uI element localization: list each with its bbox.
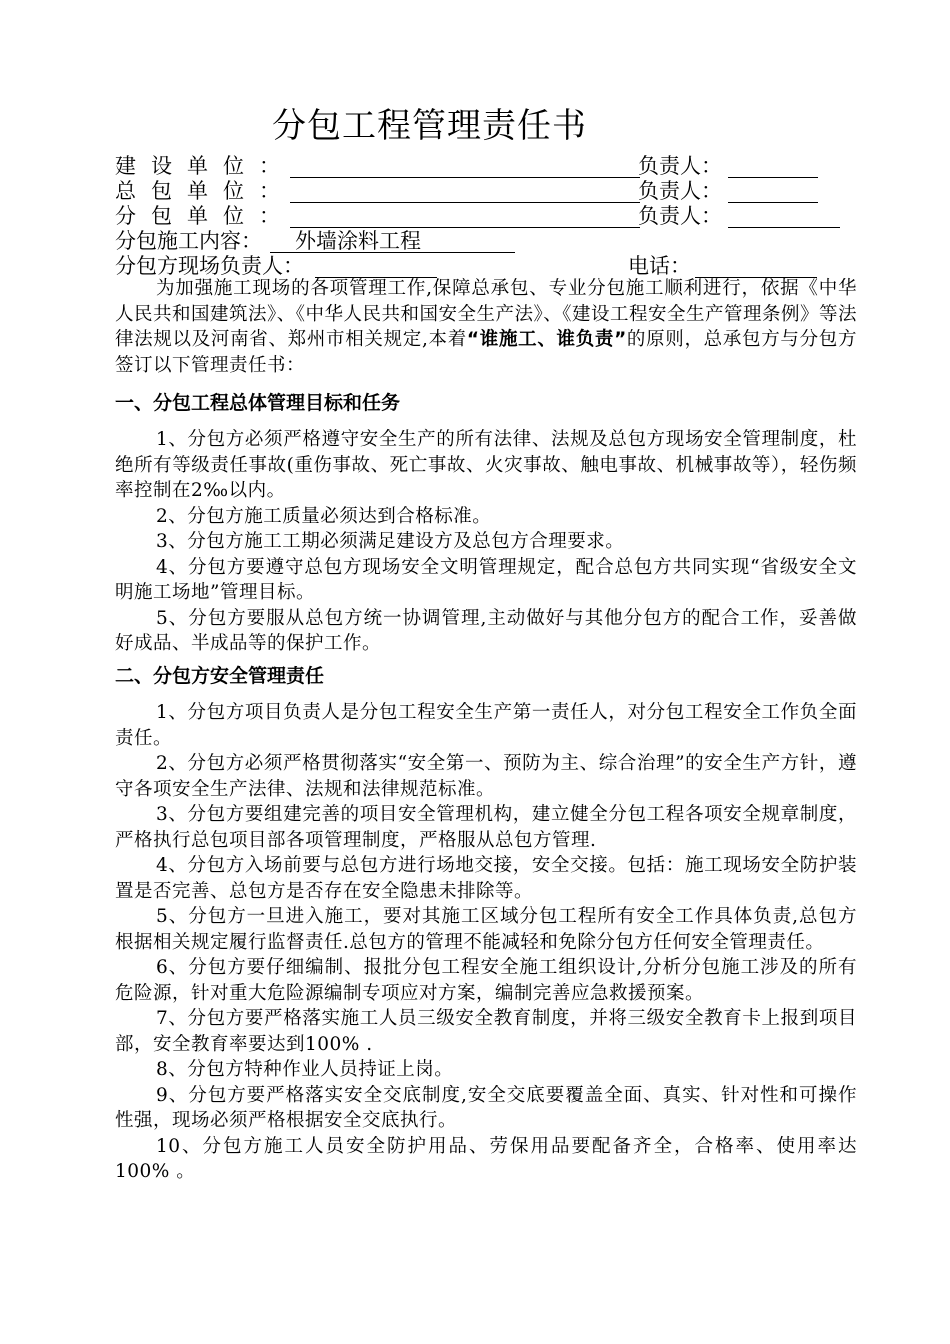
section-2-heading: 二、分包方安全管理责任 <box>115 665 325 687</box>
section-2-item-8: 8、分包方特种作业人员持证上岗。 <box>156 1059 454 1080</box>
general-contractor-person-label: 负责人： <box>638 179 722 203</box>
section-2-item-9: 9、分包方要严格落实安全交底制度,安全交底要覆盖全面、真实、针对性和可操作性强，现场必须严格根据安全交底执行。 <box>115 1084 857 1131</box>
section-1-heading: 一、分包工程总体管理目标和任务 <box>115 392 401 414</box>
phone-label: 电话： <box>628 254 691 278</box>
section-1-item-3: 3、分包方施工工期必须满足建设方及总包方合理要求。 <box>156 531 625 552</box>
construction-unit-blank[interactable] <box>290 177 640 178</box>
section-1-item-2: 2、分包方施工质量必须达到合格标准。 <box>156 505 492 527</box>
subcontractor-person-label: 负责人： <box>638 204 722 228</box>
general-contractor-label: 总包单位： <box>115 179 295 203</box>
construction-unit-person-label: 负责人： <box>638 154 722 178</box>
section-2-item-1: 1、分包方项目负责人是分包工程安全生产第一责任人，对分包工程安全工作负全面责任。 <box>115 702 857 749</box>
content-value[interactable]: 外墙涂料工程 <box>295 229 421 253</box>
intro-part1: 为加强施工现场的各项管理工作,保障总承包、专业分包施工顺利进行，依据《中华人民共和国建筑法》、《中华人民共和国安全生产法》、《建设工程安全生产管理条例》等法律法规以及河南省、郑州市相关规定,本着 <box>115 278 858 350</box>
section-1-item-4: 4、分包方要遵守总包方现场安全文明管理规定，配合总包方共同实现“省级安全文明施工场地”管理目标。 <box>115 556 857 603</box>
section-2-item-5: 5、分包方一旦进入施工，要对其施工区域分包工程所有安全工作具体负责,总包方根据相关规定履行监督责任.总包方的管理不能减轻和免除分包方任何安全管理责任。 <box>115 906 857 953</box>
content-label: 分包施工内容： <box>115 229 262 253</box>
section-1-item-1: 1、分包方必须严格遵守安全生产的所有法律、法规及总包方现场安全管理制度，杜绝所有等级责任事故(重伤事故、死亡事故、火灾事故、触电事故、机械事故等），轻伤频率控制在2‰以内。 <box>115 429 857 501</box>
section-1-list <box>115 427 857 657</box>
subcontractor-label: 分包单位： <box>115 204 295 228</box>
site-manager-label: 分包方现场负责人： <box>115 254 304 278</box>
intro-part2: 的原则，总承包方与分包方签订以下管理责任书： <box>115 329 857 376</box>
section-1-item-5: 5、分包方要服从总包方统一协调管理,主动做好与其他分包方的配合工作，妥善做好成品、半成品等的保护工作。 <box>115 607 857 654</box>
document-title: 分包工程管理责任书 <box>272 106 587 146</box>
section-2-item-3: 3、分包方要组建完善的项目安全管理机构，建立健全分包工程各项安全规章制度，严格执行总包项目部各项管理制度，严格服从总包方管理. <box>115 804 857 851</box>
section-2-item-2: 2、分包方必须严格贯彻落实“安全第一、预防为主、综合治理”的安全生产方针，遵守各项安全生产法律、法规和法律规范标准。 <box>115 753 857 800</box>
construction-unit-label: 建设单位： <box>115 154 295 178</box>
section-2-item-4: 4、分包方入场前要与总包方进行场地交接，安全交接。包括：施工现场安全防护装置是否完善、总包方是否存在安全隐患未排除等。 <box>115 855 857 902</box>
section-2-item-6: 6、分包方要仔细编制、报批分包工程安全施工组织设计,分析分包施工涉及的所有危险源，针对重大危险源编制专项应对方案，编制完善应急救援预案。 <box>115 957 857 1004</box>
construction-unit-person-blank[interactable] <box>728 177 818 178</box>
section-2-list <box>115 700 857 1185</box>
general-contractor-blank[interactable] <box>290 202 640 203</box>
section-2-item-10: 10、分包方施工人员安全防护用品、劳保用品要配备齐全，合格率、使用率达100% 。 <box>115 1135 857 1182</box>
subcontractor-person-blank[interactable] <box>728 227 840 228</box>
intro-quote: “谁施工、谁负责” <box>466 329 627 350</box>
intro-paragraph <box>115 276 857 378</box>
general-contractor-person-blank[interactable] <box>728 202 818 203</box>
section-2-item-7: 7、分包方要严格落实施工人员三级安全教育制度，并将三级安全教育卡上报到项目部，安全教育率要达到100% . <box>115 1008 857 1055</box>
